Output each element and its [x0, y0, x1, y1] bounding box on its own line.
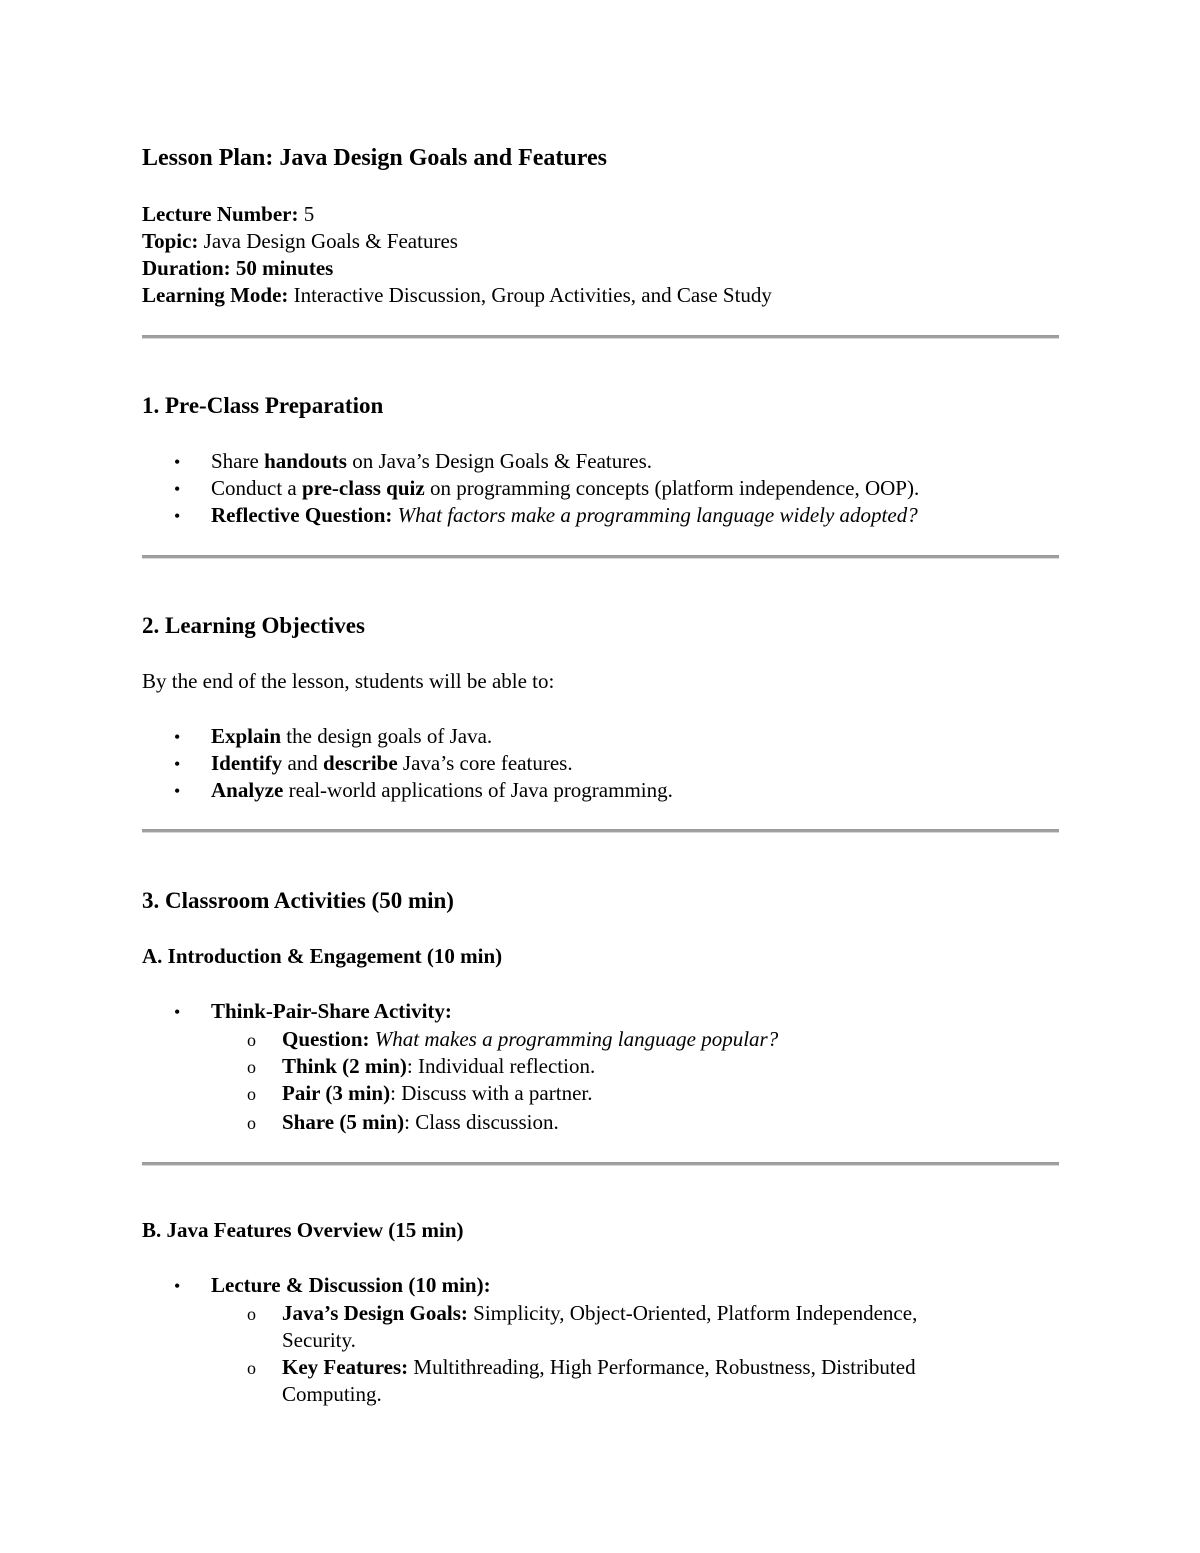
text-bold: Explain	[211, 724, 282, 748]
section-heading-pre-class: 1. Pre-Class Preparation	[142, 393, 384, 418]
sub-list-item-continuation: Computing.	[282, 1382, 382, 1406]
text: on Java’s Design Goals & Features.	[346, 449, 653, 473]
text-italic: What factors make a programming language widely adopted?	[392, 503, 918, 527]
bullet-icon: •	[174, 506, 181, 526]
bullet-icon: •	[174, 727, 181, 747]
horizontal-rule	[142, 555, 1059, 559]
sub-bullet-icon: o	[247, 1358, 256, 1378]
sub-list-item	[282, 1303, 917, 1324]
lecture-number-label: Lecture Number:	[142, 202, 299, 226]
bullet-icon: •	[174, 1002, 181, 1022]
text-bold: Question:	[282, 1027, 370, 1051]
text-bold: Share (5 min)	[282, 1110, 405, 1134]
text-bold: Pair (3 min)	[282, 1081, 391, 1105]
section-heading-objectives: 2. Learning Objectives	[142, 613, 365, 638]
horizontal-rule	[142, 1162, 1059, 1166]
bullet-icon: •	[174, 1276, 181, 1296]
list-item	[211, 505, 918, 526]
sub-bullet-icon: o	[247, 1304, 256, 1324]
learning-mode-value: Interactive Discussion, Group Activities, and Case Study	[288, 283, 772, 307]
bullet-icon: •	[174, 479, 181, 499]
text: Conduct a	[211, 476, 302, 500]
learning-mode-line	[142, 285, 772, 306]
text-bold: Think-Pair-Share Activity:	[211, 999, 452, 1023]
text-bold: pre-class quiz	[301, 476, 425, 500]
text-bold: Analyze	[211, 778, 284, 802]
text: and	[282, 751, 324, 775]
topic-value: Java Design Goals & Features	[198, 229, 458, 253]
list-item	[211, 726, 492, 747]
text: : Class discussion.	[404, 1110, 559, 1134]
text-bold: Lecture & Discussion (10 min):	[211, 1273, 491, 1297]
list-item	[211, 780, 673, 801]
lecture-number-line	[142, 204, 314, 225]
objectives-intro: By the end of the lesson, students will be able to:	[142, 669, 555, 693]
sub-list-item	[282, 1029, 778, 1050]
text: on programming concepts (platform independence, OOP).	[424, 476, 920, 500]
text-bold: Identify	[211, 751, 283, 775]
subsection-heading-intro: A. Introduction & Engagement (10 min)	[142, 944, 503, 968]
topic-label: Topic:	[142, 229, 199, 253]
list-item	[211, 753, 573, 774]
sub-list-item	[282, 1112, 559, 1133]
text-bold: Think (2 min)	[282, 1054, 407, 1078]
list-item	[211, 1275, 491, 1296]
list-item	[211, 1001, 452, 1022]
subsection-heading-features: B. Java Features Overview (15 min)	[142, 1218, 464, 1242]
bullet-icon: •	[174, 781, 181, 801]
text: : Individual reflection.	[406, 1054, 596, 1078]
text-bold: Reflective Question:	[211, 503, 393, 527]
sub-bullet-icon: o	[247, 1030, 256, 1050]
text: Simplicity, Object-Oriented, Platform Independence,	[467, 1301, 918, 1325]
text: Java’s core features.	[397, 751, 573, 775]
duration-line	[142, 258, 333, 279]
text-bold: Java’s Design Goals:	[282, 1301, 468, 1325]
sub-list-item-continuation: Security.	[282, 1328, 356, 1352]
text: Multithreading, High Performance, Robustness, Distributed	[408, 1355, 916, 1379]
text-bold: handouts	[264, 449, 347, 473]
learning-mode-label: Learning Mode:	[142, 283, 289, 307]
text-italic: What makes a programming language popular?	[369, 1027, 779, 1051]
list-item	[211, 451, 652, 472]
text: Share	[211, 449, 265, 473]
text-bold: describe	[323, 751, 398, 775]
bullet-icon: •	[174, 754, 181, 774]
horizontal-rule	[142, 829, 1059, 833]
sub-bullet-icon: o	[247, 1084, 256, 1104]
lecture-number-value: 5	[298, 202, 315, 226]
text: real-world applications of Java programming.	[283, 778, 673, 802]
duration-label: Duration: 50 minutes	[142, 256, 334, 280]
sub-bullet-icon: o	[247, 1057, 256, 1077]
list-item	[211, 478, 919, 499]
horizontal-rule	[142, 335, 1059, 339]
sub-bullet-icon: o	[247, 1113, 256, 1133]
bullet-icon: •	[174, 452, 181, 472]
sub-list-item	[282, 1083, 593, 1104]
text: the design goals of Java.	[281, 724, 493, 748]
text: : Discuss with a partner.	[390, 1081, 593, 1105]
topic-line	[142, 231, 458, 252]
text-bold: Key Features:	[282, 1355, 409, 1379]
sub-list-item	[282, 1357, 916, 1378]
page-title: Lesson Plan: Java Design Goals and Features	[142, 145, 607, 171]
section-heading-activities: 3. Classroom Activities (50 min)	[142, 888, 454, 913]
sub-list-item	[282, 1056, 595, 1077]
